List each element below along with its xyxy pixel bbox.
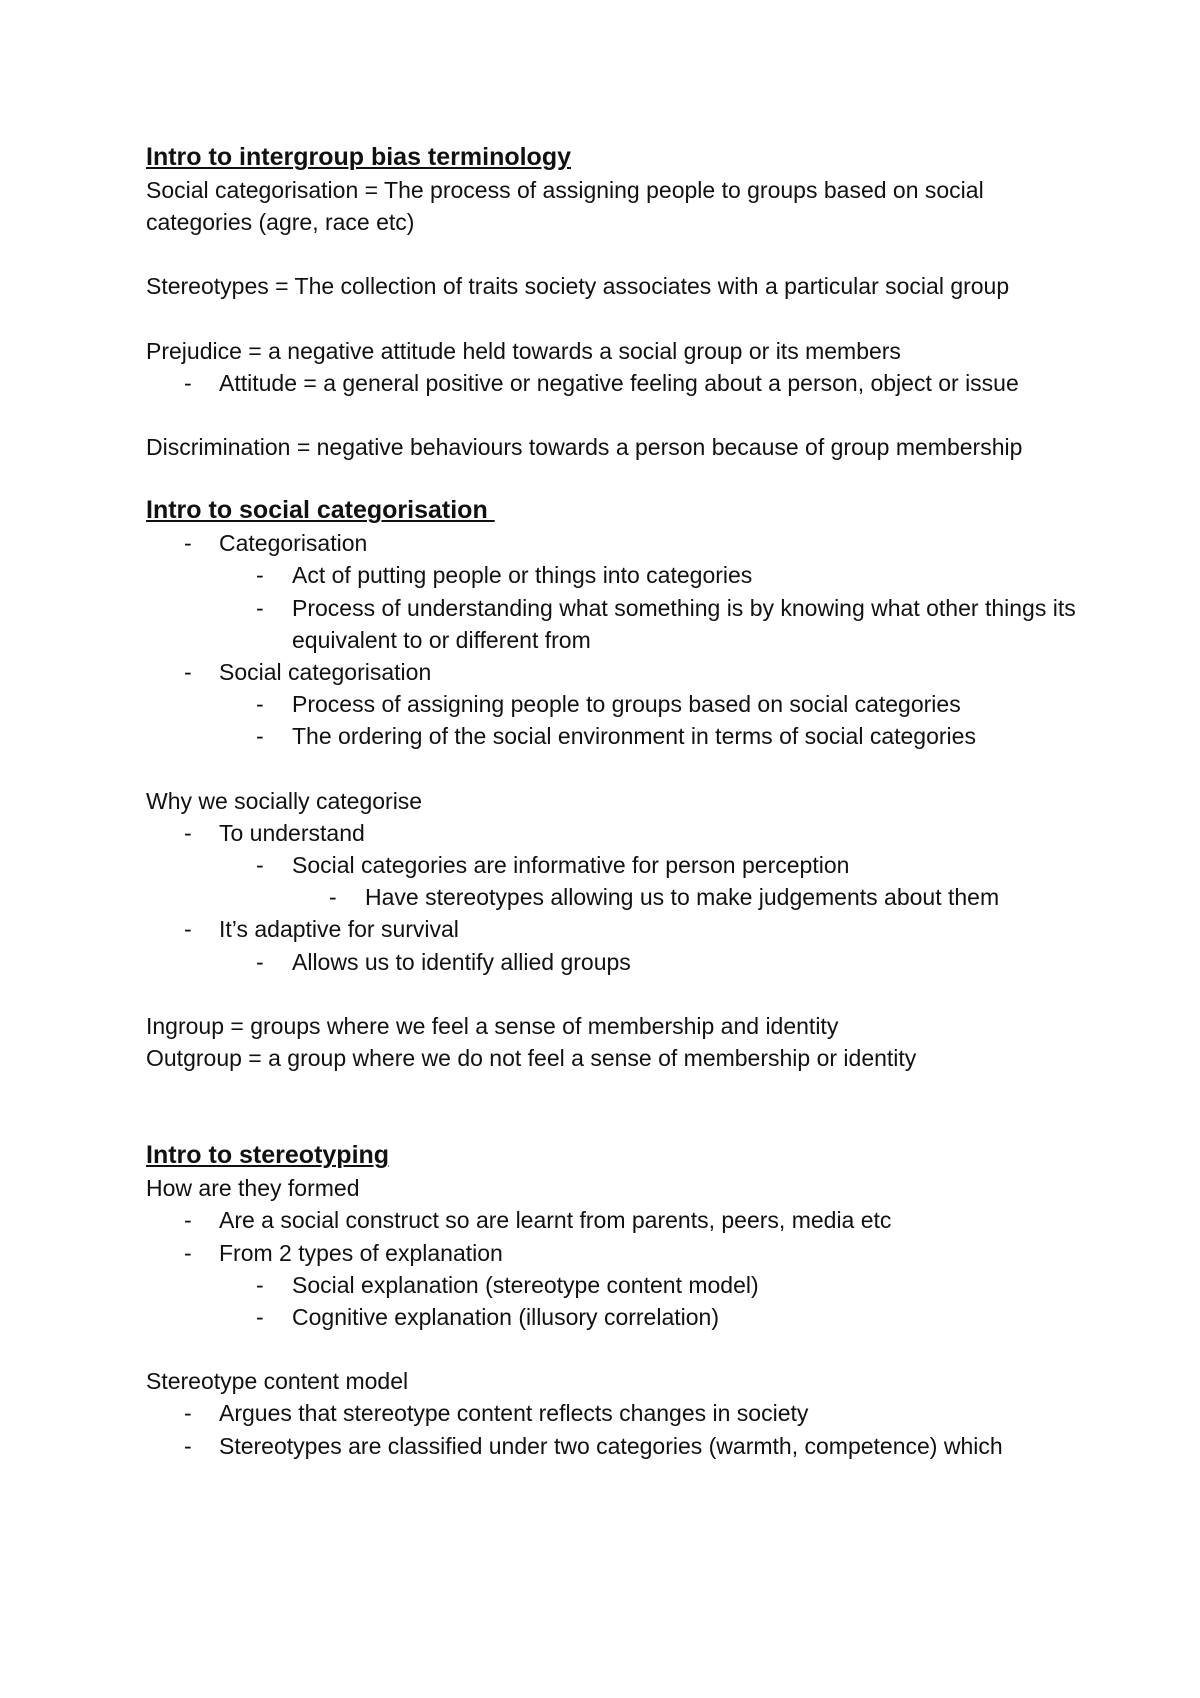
- list-item-social-cat-point-2: - The ordering of the social environment in terms of social categories: [146, 720, 1086, 752]
- stereotype-content-model-label: Stereotype content model: [146, 1368, 409, 1395]
- list-item-cat-point-1: - Act of putting people or things into categories: [146, 559, 1086, 591]
- list-item-social-categorisation: - Social categorisation: [146, 656, 1086, 688]
- list-item-adaptive: - It’s adaptive for survival: [146, 913, 1086, 945]
- list-item-categorisation: - Categorisation: [146, 527, 1086, 559]
- list-item-social-construct: - Are a social construct so are learnt from parents, peers, media etc: [146, 1204, 1086, 1236]
- definition-social-categorisation: Social categorisation = The process of assigning people to groups based on social categories (agre, race etc): [146, 177, 984, 236]
- how-formed-label: How are they formed: [146, 1175, 360, 1202]
- why-categorise-label: Why we socially categorise: [146, 787, 423, 814]
- stereotype-content-model-list: [146, 1397, 1086, 1461]
- list-item-cognitive-explanation: - Cognitive explanation (illusory correlation): [146, 1301, 1086, 1333]
- definition-discrimination: Discrimination = negative behaviours towards a person because of group membership: [146, 434, 1023, 461]
- how-formed-list: [146, 1204, 1086, 1333]
- list-item-understand-point: - Social categories are informative for person perception: [146, 849, 1086, 881]
- definition-stereotypes: Stereotypes = The collection of traits society associates with a particular social group: [146, 273, 1010, 300]
- heading-intergroup-bias: Intro to intergroup bias terminology: [146, 143, 571, 171]
- list-item-scm-point-1: - Argues that stereotype content reflects changes in society: [146, 1397, 1086, 1429]
- list-item-understand-subpoint: - Have stereotypes allowing us to make judgements about them: [146, 881, 1086, 913]
- list-item-cat-point-2: - Process of understanding what something is by knowing what other things its equivalent to or different from: [146, 592, 1086, 656]
- definition-ingroup: Ingroup = groups where we feel a sense of membership and identity: [146, 1012, 839, 1039]
- categorisation-list: [146, 527, 1086, 752]
- why-categorise-list: [146, 817, 1086, 978]
- list-item-adaptive-point: - Allows us to identify allied groups: [146, 946, 1086, 978]
- heading-stereotyping: Intro to stereotyping: [146, 1141, 390, 1170]
- list-item-attitude: - Attitude = a general positive or negative feeling about a person, object or issue: [146, 367, 1086, 399]
- prejudice-list: [146, 367, 1086, 399]
- definition-outgroup: Outgroup = a group where we do not feel a sense of membership or identity: [146, 1045, 917, 1072]
- list-item-social-explanation: - Social explanation (stereotype content model): [146, 1269, 1086, 1301]
- definition-prejudice: Prejudice = a negative attitude held towards a social group or its members: [146, 337, 901, 364]
- heading-social-categorisation: Intro to social categorisation: [146, 496, 495, 525]
- list-item-understand: - To understand: [146, 817, 1086, 849]
- document-page: [146, 140, 1086, 1462]
- list-item-two-types: - From 2 types of explanation: [146, 1237, 1086, 1269]
- list-item-social-cat-point-1: - Process of assigning people to groups based on social categories: [146, 688, 1086, 720]
- list-item-scm-point-2: - Stereotypes are classified under two categories (warmth, competence) which: [146, 1430, 1086, 1462]
